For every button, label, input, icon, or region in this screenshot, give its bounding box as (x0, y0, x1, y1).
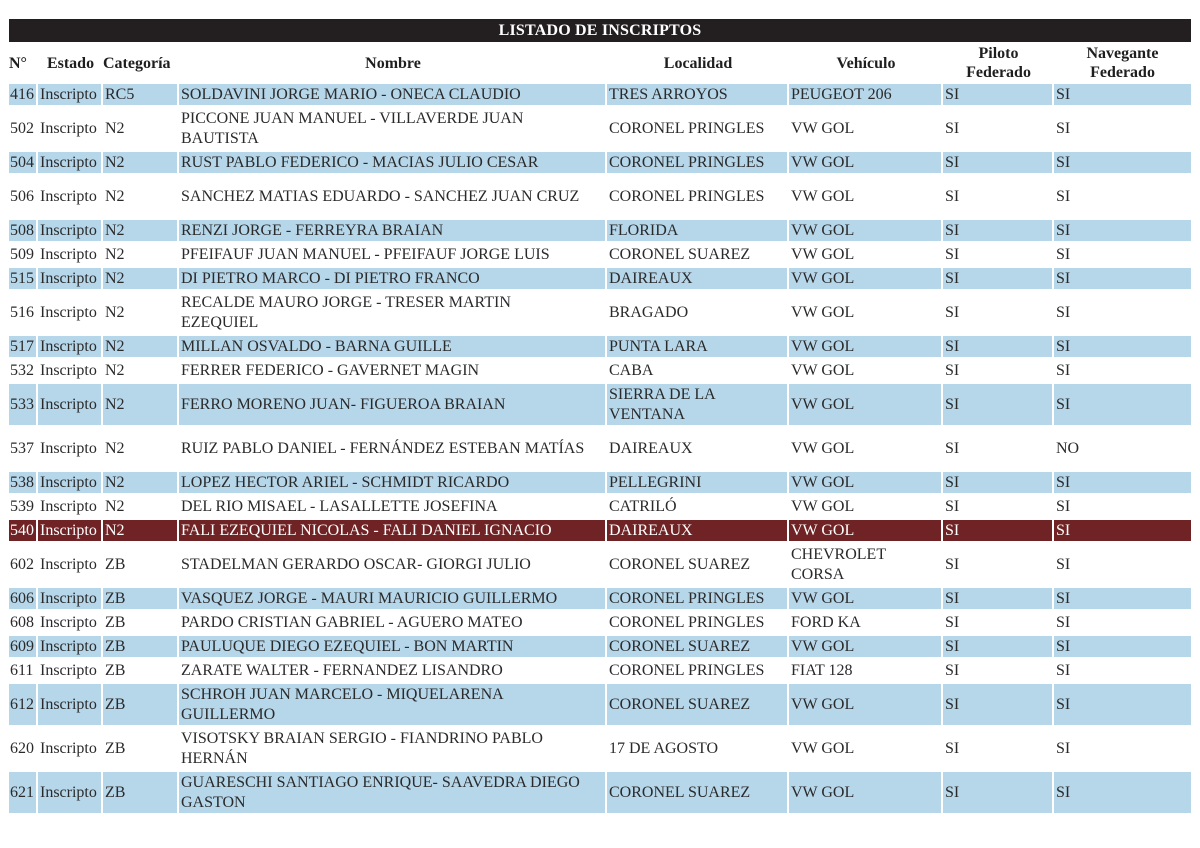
cell-categoria: ZB (103, 728, 179, 772)
cell-localidad: CORONEL PRINGLES (607, 108, 789, 152)
cell-localidad: PUNTA LARA (607, 336, 789, 360)
cell-vehiculo: VW GOL (789, 244, 943, 268)
table-row (9, 728, 1191, 772)
cell-categoria: N2 (103, 472, 179, 496)
cell-estado: Inscripto (38, 244, 103, 268)
cell-nombre: DEL RIO MISAEL - LASALLETTE JOSEFINA (179, 496, 607, 520)
cell-vehiculo: VW GOL (789, 220, 943, 244)
cell-piloto-federado: SI (943, 684, 1054, 728)
cell-localidad: SIERRA DE LA VENTANA (607, 384, 789, 428)
cell-navegante-federado: SI (1054, 152, 1191, 176)
cell-nombre: ZARATE WALTER - FERNANDEZ LISANDRO (179, 660, 607, 684)
cell-estado: Inscripto (38, 384, 103, 428)
cell-nombre: RENZI JORGE - FERREYRA BRAIAN (179, 220, 607, 244)
cell-vehiculo: VW GOL (789, 336, 943, 360)
cell-vehiculo: VW GOL (789, 176, 943, 220)
cell-piloto-federado: SI (943, 772, 1054, 816)
cell-categoria: ZB (103, 544, 179, 588)
cell-piloto-federado: SI (943, 544, 1054, 588)
cell-vehiculo: CHEVROLET CORSA (789, 544, 943, 588)
table-row (9, 176, 1191, 220)
cell-localidad: CORONEL SUAREZ (607, 772, 789, 816)
table-row (9, 636, 1191, 660)
cell-piloto-federado: SI (943, 660, 1054, 684)
cell-nombre: SOLDAVINI JORGE MARIO - ONECA CLAUDIO (179, 84, 607, 108)
cell-navegante-federado: SI (1054, 520, 1191, 544)
cell-navegante-federado: SI (1054, 244, 1191, 268)
header-localidad: Localidad (663, 54, 733, 72)
cell-piloto-federado: SI (943, 268, 1054, 292)
header-estado: Estado (46, 54, 95, 72)
cell-vehiculo: VW GOL (789, 728, 943, 772)
cell-navegante-federado: SI (1054, 588, 1191, 612)
table-row (9, 472, 1191, 496)
table-row (9, 152, 1191, 176)
cell-categoria: N2 (103, 220, 179, 244)
cell-num: 606 (9, 588, 38, 612)
cell-categoria: ZB (103, 588, 179, 612)
cell-navegante-federado: SI (1054, 728, 1191, 772)
cell-nombre: VISOTSKY BRAIAN SERGIO - FIANDRINO PABLO HERNÁN (179, 728, 607, 772)
cell-piloto-federado: SI (943, 520, 1054, 544)
cell-navegante-federado: SI (1054, 108, 1191, 152)
table-row (9, 520, 1191, 544)
table-row (9, 496, 1191, 520)
table-row (9, 544, 1191, 588)
cell-num: 621 (9, 772, 38, 816)
cell-nombre: LOPEZ HECTOR ARIEL - SCHMIDT RICARDO (179, 472, 607, 496)
cell-estado: Inscripto (38, 772, 103, 816)
cell-num: 611 (9, 660, 38, 684)
cell-vehiculo: VW GOL (789, 428, 943, 472)
cell-nombre: RECALDE MAURO JORGE - TRESER MARTIN EZEQUIEL (179, 292, 607, 336)
cell-categoria: N2 (103, 244, 179, 268)
cell-categoria: ZB (103, 660, 179, 684)
cell-categoria: ZB (103, 684, 179, 728)
cell-piloto-federado: SI (943, 384, 1054, 428)
cell-localidad: CORONEL PRINGLES (607, 176, 789, 220)
cell-categoria: ZB (103, 772, 179, 816)
cell-piloto-federado: SI (943, 176, 1054, 220)
cell-categoria: N2 (103, 336, 179, 360)
cell-localidad: DAIREAUX (607, 268, 789, 292)
cell-navegante-federado: NO (1054, 428, 1191, 472)
cell-navegante-federado: SI (1054, 660, 1191, 684)
cell-categoria: N2 (103, 384, 179, 428)
cell-vehiculo: VW GOL (789, 292, 943, 336)
cell-vehiculo: VW GOL (789, 636, 943, 660)
cell-navegante-federado: SI (1054, 636, 1191, 660)
cell-num: 504 (9, 152, 38, 176)
cell-vehiculo: FORD KA (789, 612, 943, 636)
header-navegante-line1: Navegante (1086, 45, 1159, 62)
cell-vehiculo: VW GOL (789, 108, 943, 152)
cell-num: 416 (9, 84, 38, 108)
cell-piloto-federado: SI (943, 336, 1054, 360)
cell-nombre: FERRO MORENO JUAN- FIGUEROA BRAIAN (179, 384, 607, 428)
cell-estado: Inscripto (38, 428, 103, 472)
cell-vehiculo: PEUGEOT 206 (789, 84, 943, 108)
cell-vehiculo: VW GOL (789, 360, 943, 384)
cell-categoria: N2 (103, 360, 179, 384)
cell-vehiculo: VW GOL (789, 772, 943, 816)
cell-vehiculo: VW GOL (789, 384, 943, 428)
cell-navegante-federado: SI (1054, 84, 1191, 108)
cell-estado: Inscripto (38, 496, 103, 520)
cell-localidad: CORONEL SUAREZ (607, 636, 789, 660)
cell-navegante-federado: SI (1054, 292, 1191, 336)
cell-piloto-federado: SI (943, 612, 1054, 636)
cell-piloto-federado: SI (943, 728, 1054, 772)
cell-estado: Inscripto (38, 728, 103, 772)
cell-num: 602 (9, 544, 38, 588)
cell-localidad: FLORIDA (607, 220, 789, 244)
cell-estado: Inscripto (38, 220, 103, 244)
cell-num: 609 (9, 636, 38, 660)
cell-localidad: CORONEL PRINGLES (607, 588, 789, 612)
cell-num: 509 (9, 244, 38, 268)
cell-piloto-federado: SI (943, 360, 1054, 384)
cell-num: 508 (9, 220, 38, 244)
cell-piloto-federado: SI (943, 472, 1054, 496)
cell-nombre: PFEIFAUF JUAN MANUEL - PFEIFAUF JORGE LUIS (179, 244, 607, 268)
cell-nombre: SCHROH JUAN MARCELO - MIQUELARENA GUILLERMO (179, 684, 607, 728)
cell-localidad: CORONEL SUAREZ (607, 544, 789, 588)
cell-num: 532 (9, 360, 38, 384)
cell-vehiculo: VW GOL (789, 152, 943, 176)
cell-navegante-federado: SI (1054, 612, 1191, 636)
cell-localidad: CORONEL SUAREZ (607, 684, 789, 728)
cell-num: 517 (9, 336, 38, 360)
header-vehiculo: Vehículo (836, 54, 896, 72)
cell-vehiculo: VW GOL (789, 472, 943, 496)
header-piloto-line1: Piloto (978, 45, 1019, 62)
cell-categoria: N2 (103, 496, 179, 520)
cell-navegante-federado: SI (1054, 176, 1191, 220)
cell-navegante-federado: SI (1054, 220, 1191, 244)
cell-localidad: PELLEGRINI (607, 472, 789, 496)
cell-navegante-federado: SI (1054, 544, 1191, 588)
cell-piloto-federado: SI (943, 84, 1054, 108)
cell-vehiculo: VW GOL (789, 520, 943, 544)
table-row (9, 772, 1191, 816)
cell-localidad: CABA (607, 360, 789, 384)
table-row (9, 588, 1191, 612)
cell-num: 533 (9, 384, 38, 428)
cell-estado: Inscripto (38, 292, 103, 336)
cell-estado: Inscripto (38, 336, 103, 360)
cell-categoria: ZB (103, 636, 179, 660)
cell-localidad: CORONEL PRINGLES (607, 152, 789, 176)
cell-categoria: ZB (103, 612, 179, 636)
cell-estado: Inscripto (38, 84, 103, 108)
cell-localidad: 17 DE AGOSTO (607, 728, 789, 772)
cell-piloto-federado: SI (943, 588, 1054, 612)
entrants-table (9, 42, 1191, 816)
cell-num: 608 (9, 612, 38, 636)
cell-nombre: SANCHEZ MATIAS EDUARDO - SANCHEZ JUAN CRUZ (179, 176, 607, 220)
table-row (9, 660, 1191, 684)
cell-localidad: BRAGADO (607, 292, 789, 336)
cell-nombre: PAULUQUE DIEGO EZEQUIEL - BON MARTIN (179, 636, 607, 660)
cell-piloto-federado: SI (943, 496, 1054, 520)
cell-localidad: CATRILÓ (607, 496, 789, 520)
table-row (9, 84, 1191, 108)
cell-num: 515 (9, 268, 38, 292)
cell-localidad: DAIREAUX (607, 428, 789, 472)
cell-estado: Inscripto (38, 660, 103, 684)
cell-categoria: N2 (103, 292, 179, 336)
table-body (9, 84, 1191, 816)
cell-piloto-federado: SI (943, 244, 1054, 268)
cell-piloto-federado: SI (943, 152, 1054, 176)
cell-navegante-federado: SI (1054, 360, 1191, 384)
cell-num: 540 (9, 520, 38, 544)
table-row (9, 268, 1191, 292)
cell-piloto-federado: SI (943, 292, 1054, 336)
cell-num: 537 (9, 428, 38, 472)
cell-nombre: GUARESCHI SANTIAGO ENRIQUE- SAAVEDRA DIEGO GASTON (179, 772, 607, 816)
header-navegante-line2: Federado (1090, 64, 1155, 81)
cell-navegante-federado: SI (1054, 384, 1191, 428)
entrants-sheet (9, 19, 1191, 816)
table-row (9, 612, 1191, 636)
header-num: N° (9, 54, 27, 72)
cell-num: 502 (9, 108, 38, 152)
cell-nombre: MILLAN OSVALDO - BARNA GUILLE (179, 336, 607, 360)
cell-categoria: N2 (103, 152, 179, 176)
cell-vehiculo: VW GOL (789, 588, 943, 612)
cell-estado: Inscripto (38, 152, 103, 176)
cell-categoria: N2 (103, 428, 179, 472)
cell-estado: Inscripto (38, 612, 103, 636)
cell-navegante-federado: SI (1054, 472, 1191, 496)
cell-nombre: FERRER FEDERICO - GAVERNET MAGIN (179, 360, 607, 384)
cell-localidad: CORONEL PRINGLES (607, 612, 789, 636)
cell-categoria: N2 (103, 520, 179, 544)
table-row (9, 360, 1191, 384)
table-row (9, 684, 1191, 728)
cell-num: 539 (9, 496, 38, 520)
cell-navegante-federado: SI (1054, 268, 1191, 292)
cell-categoria: N2 (103, 108, 179, 152)
cell-estado: Inscripto (38, 176, 103, 220)
cell-estado: Inscripto (38, 636, 103, 660)
cell-num: 538 (9, 472, 38, 496)
cell-nombre: RUST PABLO FEDERICO - MACIAS JULIO CESAR (179, 152, 607, 176)
cell-vehiculo: VW GOL (789, 268, 943, 292)
table-row (9, 336, 1191, 360)
header-piloto-line2: Federado (966, 64, 1031, 81)
header-piloto-federado (943, 42, 1054, 84)
header-categoria: Categoría (103, 54, 171, 72)
cell-nombre: PARDO CRISTIAN GABRIEL - AGUERO MATEO (179, 612, 607, 636)
cell-categoria: N2 (103, 176, 179, 220)
cell-nombre: VASQUEZ JORGE - MAURI MAURICIO GUILLERMO (179, 588, 607, 612)
table-row (9, 292, 1191, 336)
cell-estado: Inscripto (38, 472, 103, 496)
cell-piloto-federado: SI (943, 108, 1054, 152)
cell-navegante-federado: SI (1054, 684, 1191, 728)
header-nombre: Nombre (365, 54, 421, 72)
header-row (9, 42, 1191, 84)
cell-num: 620 (9, 728, 38, 772)
cell-nombre: DI PIETRO MARCO - DI PIETRO FRANCO (179, 268, 607, 292)
cell-vehiculo: VW GOL (789, 684, 943, 728)
cell-categoria: N2 (103, 268, 179, 292)
cell-vehiculo: VW GOL (789, 496, 943, 520)
cell-categoria: RC5 (103, 84, 179, 108)
cell-navegante-federado: SI (1054, 496, 1191, 520)
cell-localidad: DAIREAUX (607, 520, 789, 544)
table-row (9, 244, 1191, 268)
cell-piloto-federado: SI (943, 220, 1054, 244)
cell-num: 516 (9, 292, 38, 336)
cell-vehiculo: FIAT 128 (789, 660, 943, 684)
table-row (9, 220, 1191, 244)
cell-localidad: TRES ARROYOS (607, 84, 789, 108)
cell-estado: Inscripto (38, 684, 103, 728)
cell-nombre: PICCONE JUAN MANUEL - VILLAVERDE JUAN BAUTISTA (179, 108, 607, 152)
table-title: LISTADO DE INSCRIPTOS (9, 19, 1191, 42)
cell-localidad: CORONEL SUAREZ (607, 244, 789, 268)
cell-nombre: STADELMAN GERARDO OSCAR- GIORGI JULIO (179, 544, 607, 588)
cell-piloto-federado: SI (943, 428, 1054, 472)
cell-estado: Inscripto (38, 360, 103, 384)
cell-estado: Inscripto (38, 268, 103, 292)
cell-estado: Inscripto (38, 520, 103, 544)
table-row (9, 108, 1191, 152)
cell-estado: Inscripto (38, 544, 103, 588)
cell-num: 612 (9, 684, 38, 728)
cell-navegante-federado: SI (1054, 336, 1191, 360)
cell-estado: Inscripto (38, 108, 103, 152)
cell-localidad: CORONEL PRINGLES (607, 660, 789, 684)
cell-estado: Inscripto (38, 588, 103, 612)
table-row (9, 384, 1191, 428)
header-navegante-federado (1054, 42, 1191, 84)
cell-nombre: RUIZ PABLO DANIEL - FERNÁNDEZ ESTEBAN MATÍAS (179, 428, 607, 472)
table-row (9, 428, 1191, 472)
cell-navegante-federado: SI (1054, 772, 1191, 816)
cell-nombre: FALI EZEQUIEL NICOLAS - FALI DANIEL IGNACIO (179, 520, 607, 544)
cell-piloto-federado: SI (943, 636, 1054, 660)
cell-num: 506 (9, 176, 38, 220)
